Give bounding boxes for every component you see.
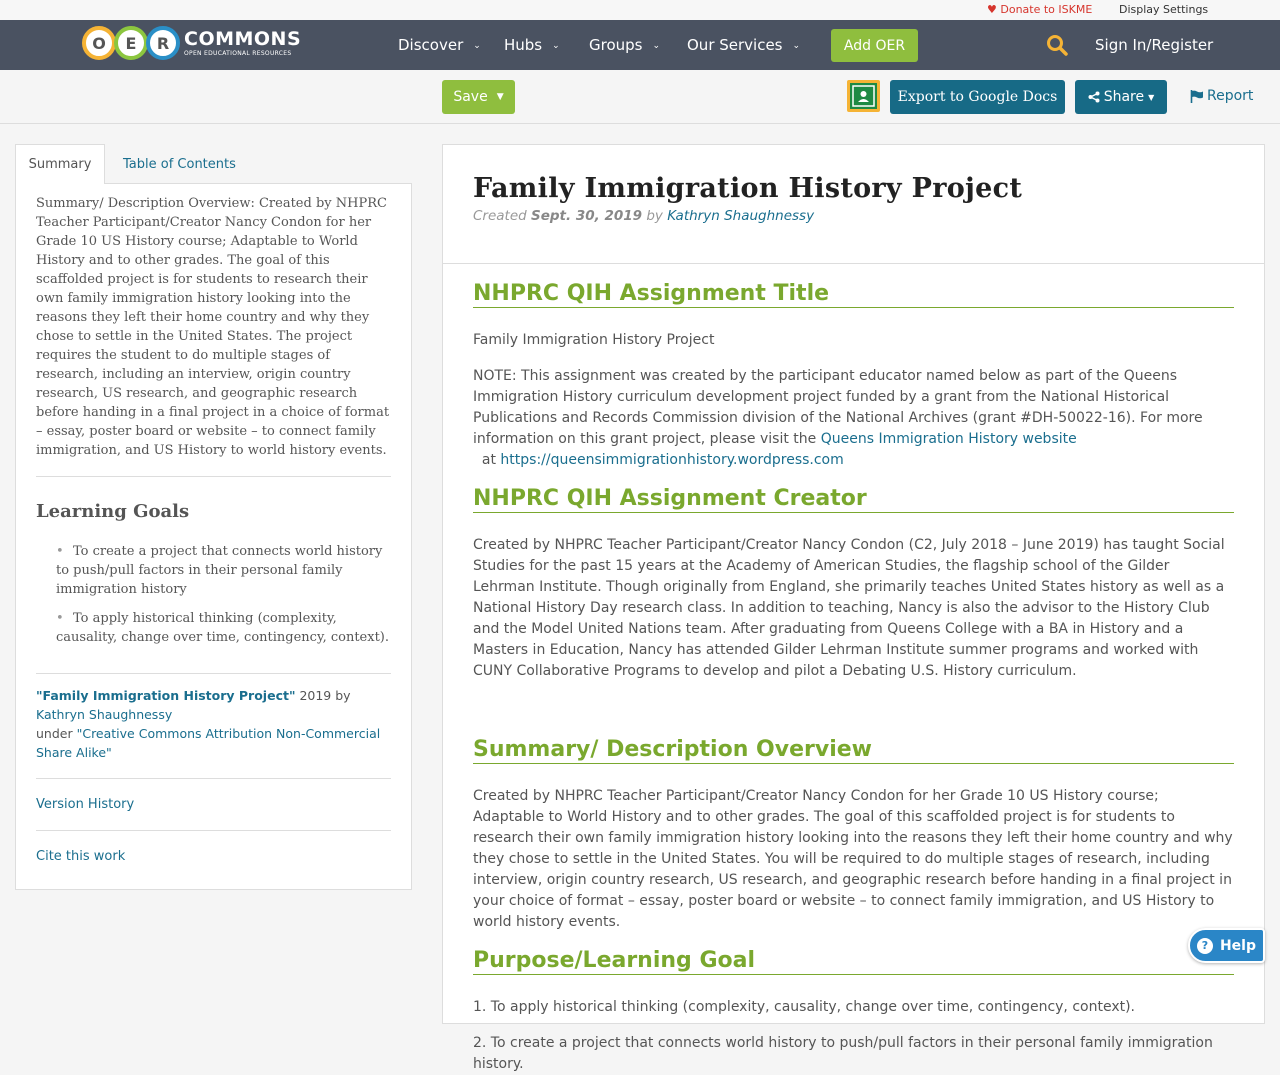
chevron-down-icon: ⌄ bbox=[652, 41, 661, 51]
divider bbox=[36, 778, 391, 779]
search-icon[interactable] bbox=[1046, 34, 1068, 56]
divider bbox=[36, 476, 391, 477]
license-author-link[interactable]: Kathryn Shaughnessy bbox=[36, 707, 173, 722]
main-nav bbox=[0, 20, 1280, 70]
learning-goal-item: • To apply historical thinking (complexity, causality, change over time, contingency, context). bbox=[56, 609, 391, 647]
resource-body bbox=[443, 264, 1264, 1075]
logo-letter-o: O bbox=[82, 26, 116, 60]
nav-hubs[interactable]: Hubs ⌄ bbox=[504, 36, 560, 54]
version-history-link[interactable]: Version History bbox=[36, 797, 135, 812]
resource-header bbox=[443, 145, 1264, 264]
section-paragraph: Created by NHPRC Teacher Participant/Creator Nancy Condon for her Grade 10 US History course; Adaptable to World History and to other grades. The goal of this scaffolded project is for students to research their own family immigration history looking into the reasons they left their home country and why they chose to settle in the United States. You will be required to do multiple stages of research, including interview, origin country research, US research, and geographic research before handing in a final project in your choice of format – essay, poster board or website – to connect family immigration, and US History to world history events. bbox=[473, 788, 1233, 930]
chevron-down-icon: ⌄ bbox=[552, 41, 560, 51]
logo-tagline: OPEN EDUCATIONAL RESOURCES bbox=[184, 49, 292, 57]
section-paragraph: Family Immigration History Project bbox=[473, 332, 715, 348]
summary-text: Summary/ Description Overview: Created by NHPRC Teacher Participant/Creator Nancy Condon for her Grade 10 US History course; Adaptable to World History and to other grades. The goal of this scaffolded project is for students to research their own family immigration history looking into the reasons they left their home country and why they chose to settle in the United States. The project requires the student to do multiple stages of research, including an interview, origin country research, US research, and geographic research before handing in a final project in a choice of format – essay, poster board or website – to connect family immigration, and US History to world history events. bbox=[36, 196, 390, 458]
chevron-down-icon: ⌄ bbox=[792, 41, 801, 51]
caret-down-icon: ▼ bbox=[1148, 92, 1155, 102]
learning-goal-item: • To create a project that connects world history to push/pull factors in their personal family immigration history bbox=[56, 542, 391, 599]
nav-discover[interactable]: Discover ⌄ bbox=[398, 36, 481, 54]
oer-commons-logo[interactable] bbox=[82, 26, 301, 60]
display-settings-link[interactable]: Display Settings bbox=[1119, 3, 1209, 16]
classroom-people-icon bbox=[850, 83, 877, 109]
section-heading: NHPRC QIH Assignment Title bbox=[473, 281, 1234, 308]
logo-letter-r: R bbox=[146, 26, 180, 60]
save-button[interactable]: Save ▼ bbox=[442, 80, 515, 114]
resource-sidebar bbox=[15, 144, 412, 890]
caret-down-icon: ▼ bbox=[496, 92, 504, 102]
created-meta: Created Sept. 30, 2019 by Kathryn Shaughnessy bbox=[473, 208, 815, 224]
section-paragraph: Created by NHPRC Teacher Participant/Creator Nancy Condon (C2, July 2018 – June 2019) has taught Social Studies for the past 15 years at the Academy of American Studies, the flagship school of the Gilder Lehrman Institute. Though originally from England, she primarily teaches United States history as well as a National History Day research class. In addition to teaching, Nancy is also the advisor to the History Club and the Model United Nations team. After graduating from Queens College with a BA in History and a Masters in Education, Nancy has attended Gilder Lehrman Institute summer programs and worked with CUNY Collaborative Programs to develop and pilot a Debating U.S. History curriculum. bbox=[473, 537, 1225, 679]
flag-icon bbox=[1190, 90, 1204, 103]
export-google-docs-button[interactable]: Export to Google Docs bbox=[890, 80, 1065, 114]
author-link[interactable]: Kathryn Shaughnessy bbox=[667, 208, 815, 224]
sign-in-register-link[interactable]: Sign In/Register bbox=[1095, 36, 1214, 54]
utility-bar bbox=[0, 0, 1280, 20]
logo-letter-e: E bbox=[114, 26, 148, 60]
section-heading: NHPRC QIH Assignment Creator bbox=[473, 486, 1234, 513]
queens-immigration-history-link[interactable]: Queens Immigration History website bbox=[820, 431, 1077, 447]
learning-goals-list bbox=[36, 542, 391, 647]
question-icon: ? bbox=[1197, 938, 1213, 954]
tab-summary[interactable]: Summary bbox=[15, 144, 105, 184]
queens-immigration-url-link[interactable]: https://queensimmigrationhistory.wordpress.com bbox=[500, 452, 844, 468]
section-paragraph: 1. To apply historical thinking (complexity, causality, change over time, contingency, context). bbox=[473, 999, 1136, 1015]
heart-icon: ♥ bbox=[987, 3, 997, 16]
share-icon bbox=[1088, 91, 1100, 103]
nav-our-services[interactable]: Our Services ⌄ bbox=[687, 36, 801, 54]
share-button[interactable]: Share ▼ bbox=[1075, 80, 1167, 114]
divider bbox=[36, 673, 391, 674]
license-name-link[interactable]: "Creative Commons Attribution Non-Commercial Share Alike" bbox=[36, 726, 381, 760]
license-attribution: "Family Immigration History Project" 2019 by Kathryn Shaughnessy under "Creative Commons Attribution Non-Commercial Share Alike" bbox=[36, 688, 381, 760]
logo-wordmark: COMMONS bbox=[184, 27, 302, 50]
google-classroom-icon[interactable] bbox=[847, 80, 880, 112]
sidebar-content bbox=[15, 183, 412, 890]
sidebar-tabs bbox=[15, 144, 412, 184]
report-link[interactable]: Report bbox=[1190, 88, 1253, 104]
section-heading: Summary/ Description Overview bbox=[473, 737, 1234, 764]
section-heading: Purpose/Learning Goal bbox=[473, 948, 1234, 975]
created-date: Sept. 30, 2019 bbox=[531, 208, 643, 224]
tab-table-of-contents[interactable]: Table of Contents bbox=[123, 156, 236, 172]
help-button[interactable]: ? Help bbox=[1188, 928, 1265, 963]
license-work-link[interactable]: "Family Immigration History Project" bbox=[36, 688, 296, 703]
section-paragraph: 2. To create a project that connects world history to push/pull factors in their personal family immigration history. bbox=[473, 1035, 1213, 1072]
resource-main bbox=[442, 144, 1265, 1072]
section-paragraph: NOTE: This assignment was created by the participant educator named below as part of the Queens Immigration History curriculum development project funded by a grant from the National Historical Publications and Records Commission division of the National Archives (grant #DH-50022-16). For more information on this grant project, please visit the Queens Immigration History website at https://queensimmigrationhistory.wordpress.com bbox=[473, 368, 1203, 468]
nav-groups[interactable]: Groups ⌄ bbox=[589, 36, 661, 54]
page-title: Family Immigration History Project bbox=[473, 173, 1023, 204]
cite-this-work-link[interactable]: Cite this work bbox=[36, 849, 126, 864]
chevron-down-icon: ⌄ bbox=[473, 41, 481, 51]
add-oer-button[interactable]: Add OER bbox=[831, 29, 918, 62]
learning-goals-heading: Learning Goals bbox=[36, 501, 190, 522]
resource-toolbar bbox=[0, 70, 1280, 124]
donate-link[interactable]: ♥ Donate to ISKME bbox=[987, 3, 1093, 16]
divider bbox=[36, 830, 391, 831]
